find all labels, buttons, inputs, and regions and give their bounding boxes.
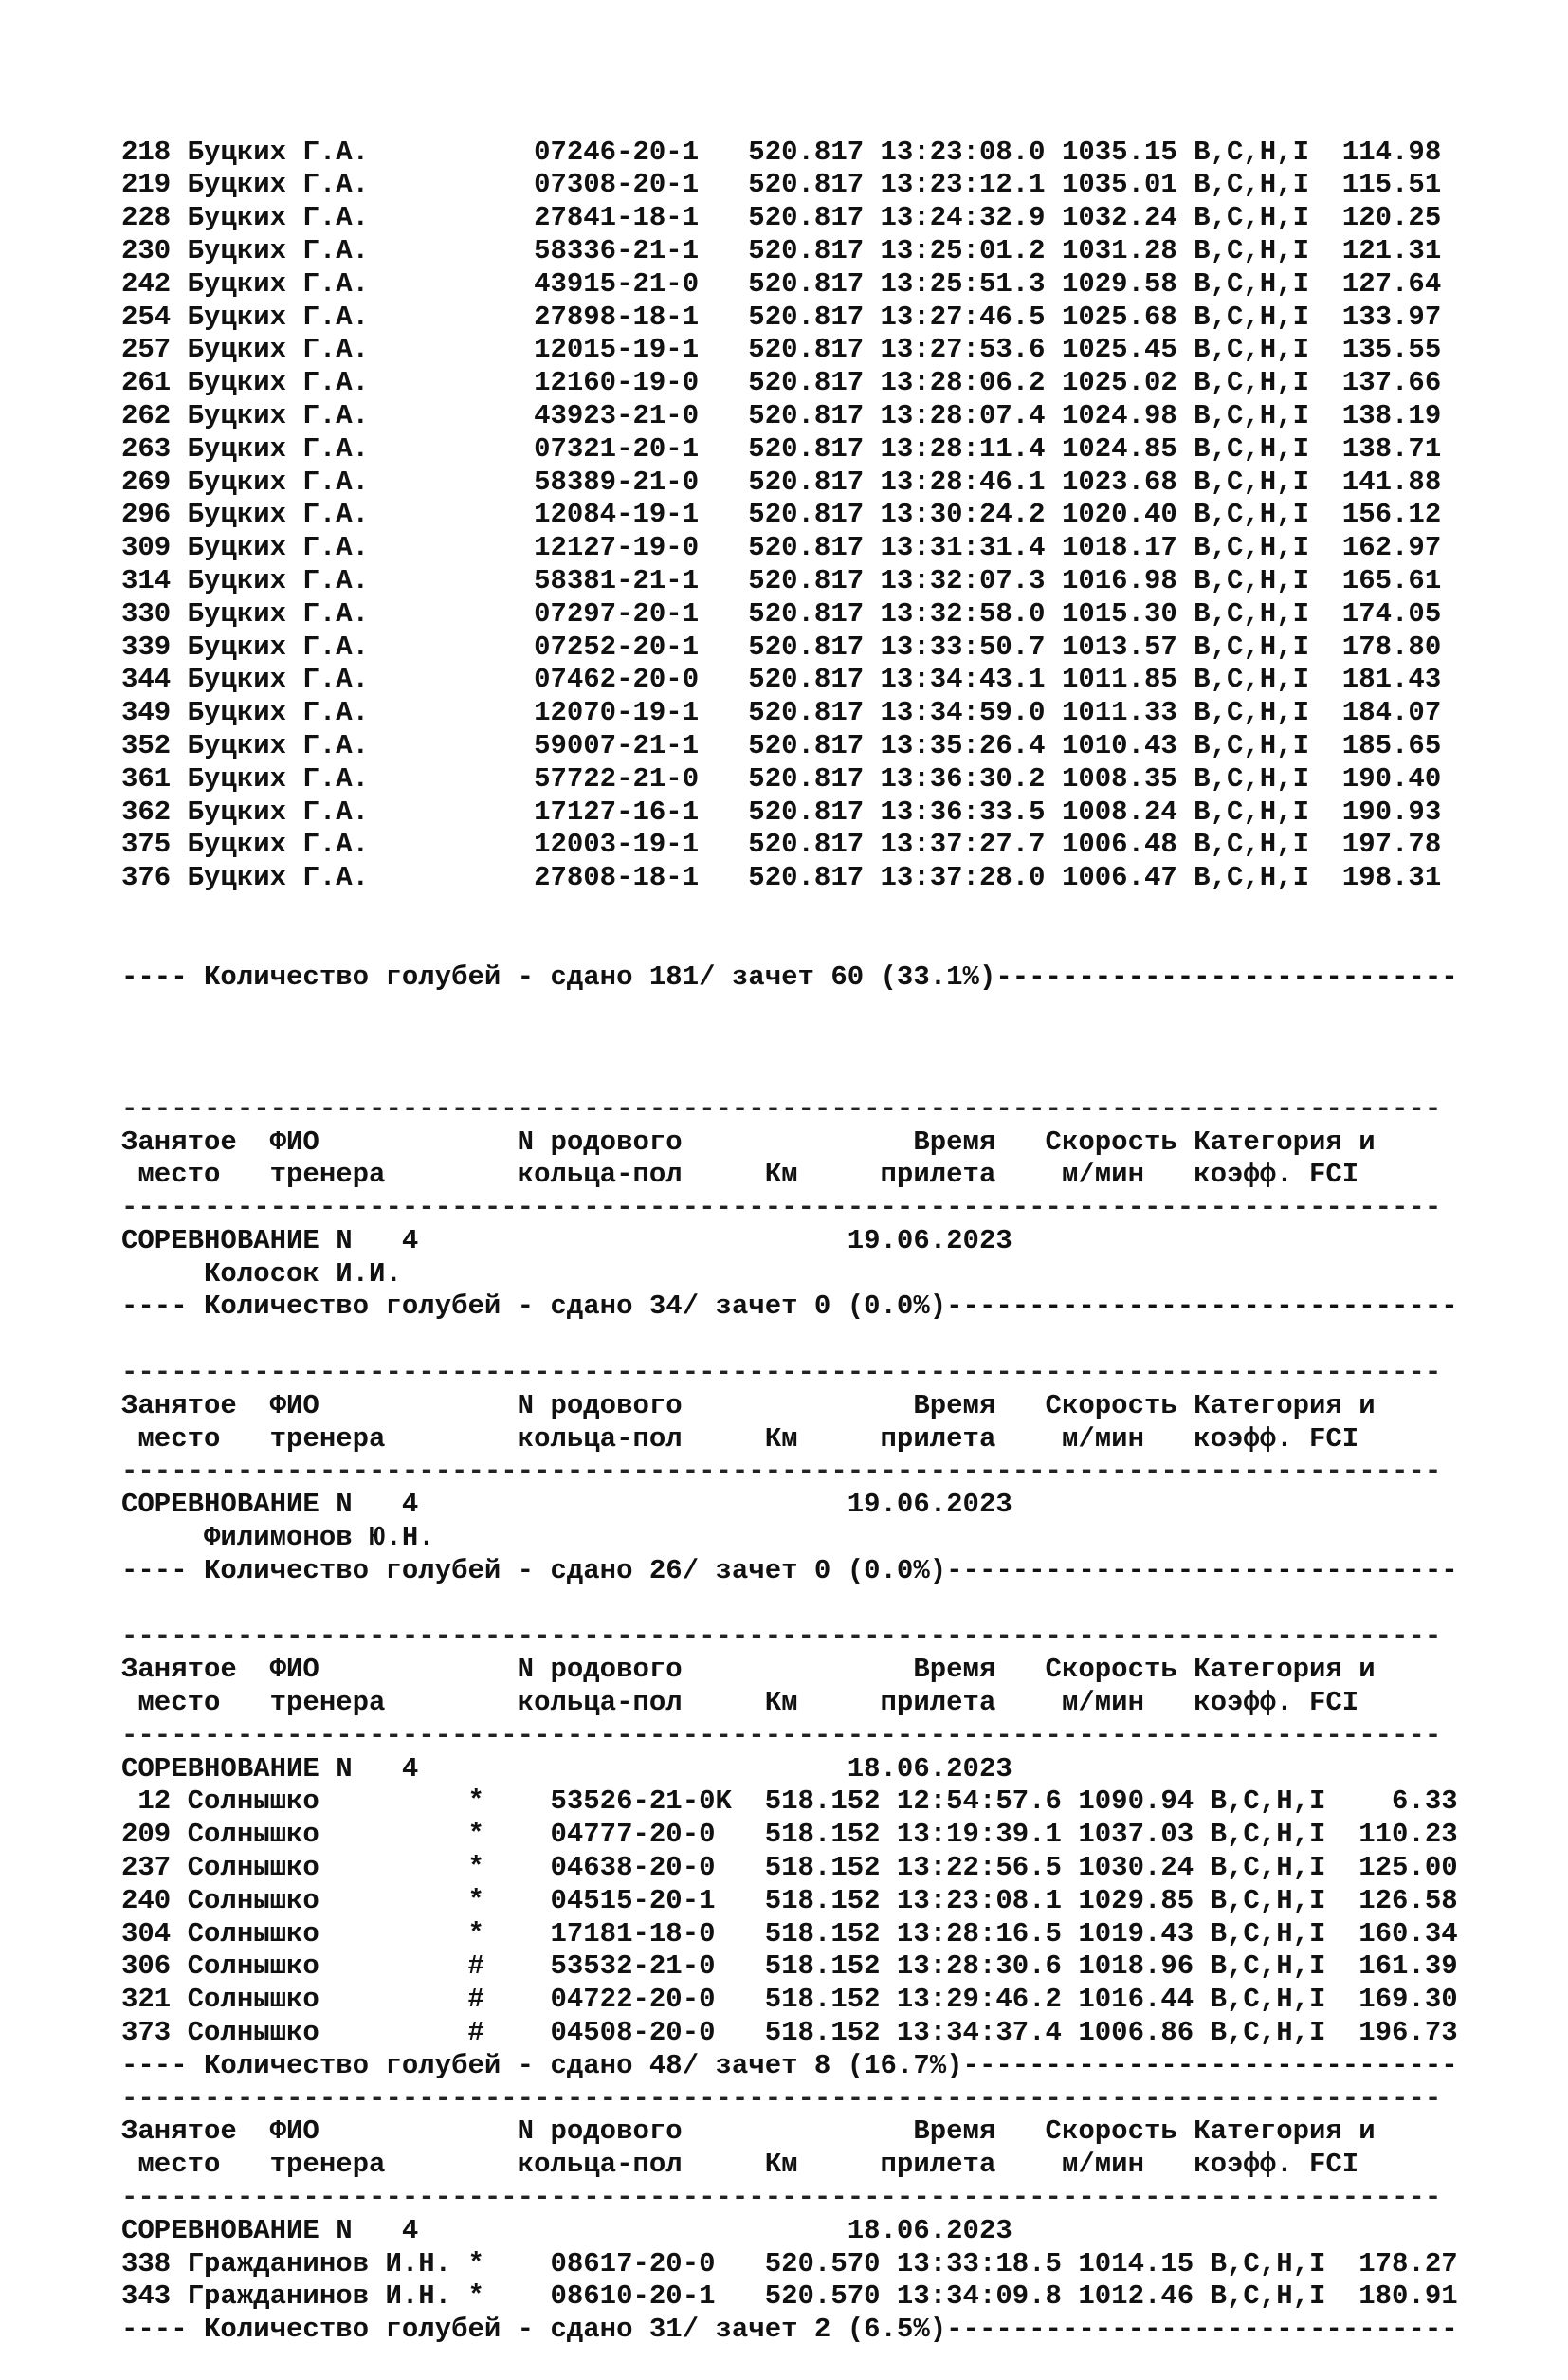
rule-line: -------------------------------------------------------------------------------- [121, 2182, 1442, 2213]
result-row: 373 Солнышко # 04508-20-0 518.152 13:34:37.4 1006.86 B,C,H,I 196.73 [121, 2017, 1458, 2049]
result-row: 344 Буцких Г.А. 07462-20-0 520.817 13:34:43.1 1011.85 B,C,H,I 181.43 [121, 664, 1442, 696]
result-row: 218 Буцких Г.А. 07246-20-1 520.817 13:23:08.0 1035.15 B,C,H,I 114.98 [121, 136, 1442, 168]
result-row: 262 Буцких Г.А. 43923-21-0 520.817 13:28:07.4 1024.98 B,C,H,I 138.19 [121, 399, 1442, 431]
column-header-line-1: Занятое ФИО N родового Время Скорость Категория и [121, 2115, 1376, 2148]
top-results-list [121, 137, 1553, 895]
column-header-line-1: Занятое ФИО N родового Время Скорость Категория и [121, 1389, 1376, 1421]
result-row: 362 Буцких Г.А. 17127-16-1 520.817 13:36:33.5 1008.24 B,C,H,I 190.93 [121, 796, 1442, 828]
result-row: 242 Буцких Г.А. 43915-21-0 520.817 13:25:51.3 1029.58 B,C,H,I 127.64 [121, 267, 1442, 300]
results-document [121, 70, 1553, 2380]
section-summary-line: ---- Количество голубей - сдано 34/ зачет 0 (0.0%)------------------------------- [121, 1291, 1458, 1323]
result-row: 309 Буцких Г.А. 12127-19-0 520.817 13:31:31.4 1018.17 B,C,H,I 162.97 [121, 532, 1442, 564]
result-row: 219 Буцких Г.А. 07308-20-1 520.817 13:23:12.1 1035.01 B,C,H,I 115.51 [121, 169, 1442, 201]
trainer-name: Колосок И.И. [121, 1257, 402, 1290]
result-row: 269 Буцких Г.А. 58389-21-0 520.817 13:28:46.1 1023.68 B,C,H,I 141.88 [121, 466, 1442, 498]
result-row: 261 Буцких Г.А. 12160-19-0 520.817 13:28:06.2 1025.02 B,C,H,I 137.66 [121, 367, 1442, 399]
result-row: 254 Буцких Г.А. 27898-18-1 520.817 13:27:46.5 1025.68 B,C,H,I 133.97 [121, 301, 1442, 333]
result-row: 240 Солнышко * 04515-20-1 518.152 13:23:08.1 1029.85 B,C,H,I 126.58 [121, 1884, 1458, 1916]
result-row: 304 Солнышко * 17181-18-0 518.152 13:28:16.5 1019.43 B,C,H,I 160.34 [121, 1917, 1458, 1950]
column-header-line-1: Занятое ФИО N родового Время Скорость Категория и [121, 1126, 1376, 1158]
column-header-line-1: Занятое ФИО N родового Время Скорость Категория и [121, 1654, 1376, 1686]
spacer [121, 1060, 1553, 1093]
result-row: 339 Буцких Г.А. 07252-20-1 520.817 13:33:50.7 1013.57 B,C,H,I 178.80 [121, 631, 1442, 663]
result-row: 314 Буцких Г.А. 58381-21-1 520.817 13:32:07.3 1016.98 B,C,H,I 165.61 [121, 564, 1442, 596]
result-row: 263 Буцких Г.А. 07321-20-1 520.817 13:28:11.4 1024.85 B,C,H,I 138.71 [121, 432, 1442, 465]
spacer [121, 1324, 1553, 1357]
top-summary-line: ---- Количество голубей - сдано 181/ зачет 60 (33.1%)---------------------------- [121, 961, 1458, 993]
rule-line: -------------------------------------------------------------------------------- [121, 1192, 1442, 1224]
result-row: 296 Буцких Г.А. 12084-19-1 520.817 13:30:24.2 1020.40 B,C,H,I 156.12 [121, 499, 1442, 531]
column-header-line-2: место тренера кольца-пол Км прилета м/мин коэфф. FCI [121, 1687, 1359, 1719]
result-row: 321 Солнышко # 04722-20-0 518.152 13:29:46.2 1016.44 B,C,H,I 169.30 [121, 1984, 1458, 2016]
section-summary-line: ---- Количество голубей - сдано 48/ зачет 8 (16.7%)------------------------------ [121, 2049, 1458, 2081]
competition-title: СОРЕВНОВАНИЕ N 4 18.06.2023 [121, 2214, 1012, 2246]
result-row: 257 Буцких Г.А. 12015-19-1 520.817 13:27:53.6 1025.45 B,C,H,I 135.55 [121, 334, 1442, 366]
trainer-name: Филимонов Ю.Н. [121, 1522, 435, 1554]
result-row: 349 Буцких Г.А. 12070-19-1 520.817 13:34:59.0 1011.33 B,C,H,I 184.07 [121, 697, 1442, 729]
rule-line: -------------------------------------------------------------------------------- [121, 2082, 1442, 2115]
column-header-line-2: место тренера кольца-пол Км прилета м/мин коэфф. FCI [121, 1159, 1359, 1191]
competition-title: СОРЕВНОВАНИЕ N 4 18.06.2023 [121, 1752, 1012, 1785]
competition-sections [121, 1060, 1553, 2347]
column-header-line-2: место тренера кольца-пол Км прилета м/мин коэфф. FCI [121, 1422, 1359, 1455]
competition-section [121, 1060, 1553, 1324]
result-row: 306 Солнышко # 53532-21-0 518.152 13:28:30.6 1018.96 B,C,H,I 161.39 [121, 1950, 1458, 1983]
result-row: 376 Буцких Г.А. 27808-18-1 520.817 13:37:28.0 1006.47 B,C,H,I 198.31 [121, 862, 1442, 894]
result-row: 228 Буцких Г.А. 27841-18-1 520.817 13:24:32.9 1032.24 B,C,H,I 120.25 [121, 202, 1442, 234]
competition-title: СОРЕВНОВАНИЕ N 4 19.06.2023 [121, 1224, 1012, 1256]
competition-title: СОРЕВНОВАНИЕ N 4 19.06.2023 [121, 1489, 1012, 1521]
competition-section [121, 2083, 1553, 2347]
spacer [121, 1588, 1553, 1621]
result-row: 330 Буцких Г.А. 07297-20-1 520.817 13:32:58.0 1015.30 B,C,H,I 174.05 [121, 597, 1442, 630]
rule-line: -------------------------------------------------------------------------------- [121, 1719, 1442, 1751]
rule-line: -------------------------------------------------------------------------------- [121, 1092, 1442, 1125]
competition-section [121, 1324, 1553, 1587]
rule-line: -------------------------------------------------------------------------------- [121, 1357, 1442, 1389]
result-row: 230 Буцких Г.А. 58336-21-1 520.817 13:25:01.2 1031.28 B,C,H,I 121.31 [121, 234, 1442, 266]
competition-section [121, 1588, 1553, 2083]
result-row: 209 Солнышко * 04777-20-0 518.152 13:19:39.1 1037.03 B,C,H,I 110.23 [121, 1819, 1458, 1851]
result-row: 352 Буцких Г.А. 59007-21-1 520.817 13:35:26.4 1010.43 B,C,H,I 185.65 [121, 729, 1442, 761]
result-row: 375 Буцких Г.А. 12003-19-1 520.817 13:37:27.7 1006.48 B,C,H,I 197.78 [121, 829, 1442, 861]
result-row: 343 Гражданинов И.Н. * 08610-20-1 520.570 13:34:09.8 1012.46 B,C,H,I 180.91 [121, 2280, 1458, 2313]
section-summary-line: ---- Количество голубей - сдано 31/ зачет 2 (6.5%)------------------------------- [121, 2314, 1458, 2346]
result-row: 361 Буцких Г.А. 57722-21-0 520.817 13:36:30.2 1008.35 B,C,H,I 190.40 [121, 762, 1442, 795]
section-summary-line: ---- Количество голубей - сдано 26/ зачет 0 (0.0%)------------------------------- [121, 1554, 1458, 1586]
column-header-line-2: место тренера кольца-пол Км прилета м/мин коэфф. FCI [121, 2149, 1359, 2181]
result-row: 338 Гражданинов И.Н. * 08617-20-0 520.570 13:33:18.5 1014.15 B,C,H,I 178.27 [121, 2247, 1458, 2279]
result-row: 12 Солнышко * 53526-21-0K 518.152 12:54:57.6 1090.94 B,C,H,I 6.33 [121, 1785, 1458, 1818]
rule-line: -------------------------------------------------------------------------------- [121, 1455, 1442, 1488]
rule-line: -------------------------------------------------------------------------------- [121, 1620, 1442, 1653]
result-row: 237 Солнышко * 04638-20-0 518.152 13:22:56.5 1030.24 B,C,H,I 125.00 [121, 1852, 1458, 1884]
